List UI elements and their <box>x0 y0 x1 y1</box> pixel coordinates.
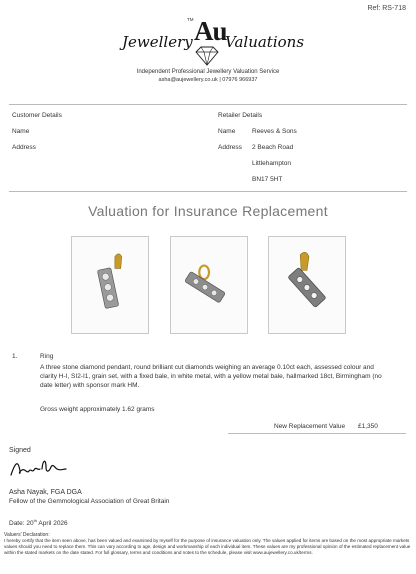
retailer-address-line: Littlehampton <box>252 160 292 167</box>
valuation-date <box>9 518 68 527</box>
pendant-front-photo <box>71 236 149 334</box>
declaration-title: Valuers' Declaration: <box>4 532 50 538</box>
item-title: Ring <box>40 353 54 360</box>
retailer-name-value: Reeves & Sons <box>252 128 297 135</box>
signed-label: Signed <box>9 447 31 454</box>
valuer-name: Asha Nayak, FGA DGA <box>9 489 82 496</box>
trademark-symbol: TM <box>187 17 194 22</box>
retailer-name-label: Name <box>218 128 236 135</box>
divider-middle <box>9 191 407 192</box>
retailer-address-line: 2 Beach Road <box>252 144 294 151</box>
logo-word-jewellery: Jewellery <box>122 33 193 51</box>
au-brand-mark: Au <box>194 16 227 46</box>
pendant-side-photo <box>170 236 248 334</box>
retailer-heading: Retailer Details <box>218 112 263 119</box>
item-description: A three stone diamond pendant, round brilliant cut diamonds weighing an average 0.10ct each, assessed colour and clarity H-I, SI2-I1, grain set, with a fixed bale, in white metal, with a yellow metal bale, hallmarked 18ct, Birmingham (no date letter) with sponsor mark HM. <box>40 364 382 390</box>
replacement-value-amount: £1,350 <box>358 423 378 430</box>
contact-details: asha@aujewellery.co.uk | 07976 966937 <box>158 77 258 83</box>
company-logo <box>0 16 416 66</box>
logo-word-valuations: Valuations <box>225 33 305 51</box>
tagline: Independent Professional Jewellery Valuation Service <box>136 69 280 75</box>
customer-name-label: Name <box>12 128 30 135</box>
date-month-year: April 2026 <box>38 520 68 528</box>
divider-top <box>9 104 407 105</box>
diamond-icon <box>192 46 222 66</box>
date-day: 20 <box>26 520 34 528</box>
pendant-back-photo <box>268 236 346 334</box>
date-suffix: th <box>33 518 37 523</box>
declaration-text: I hereby certify that the item seen above, has been valued and examined by myself for the purpose of insurance valuation only. The values applied for items are based on the most appropriate markets values should you need to replace them. This can vary according to age, design and workmanship of each individual item. These values are my professional opinion of the estimated replacement value within the stated markets on the date stated. For full glossary, terms and conditions and notes to the schedule, please visit www.aujewellery.co.uk/terms. <box>4 538 411 556</box>
reference-number: Ref: RS-718 <box>367 5 406 12</box>
date-label: Date: <box>9 520 25 528</box>
section-title: Valuation for Insurance Replacement <box>88 203 328 219</box>
retailer-address-label: Address <box>218 144 242 151</box>
valuer-title: Fellow of the Gemmological Association of Great Britain <box>9 498 170 505</box>
customer-address-label: Address <box>12 144 36 151</box>
item-number: 1. <box>12 353 18 360</box>
valuer-signature <box>9 455 69 479</box>
replacement-value-label: New Replacement Value <box>274 423 346 430</box>
customer-heading: Customer Details <box>12 112 62 119</box>
value-underline <box>228 433 406 434</box>
item-weight: Gross weight approximately 1.62 grams <box>40 406 155 413</box>
retailer-address-line: BN17 5HT <box>252 176 283 183</box>
